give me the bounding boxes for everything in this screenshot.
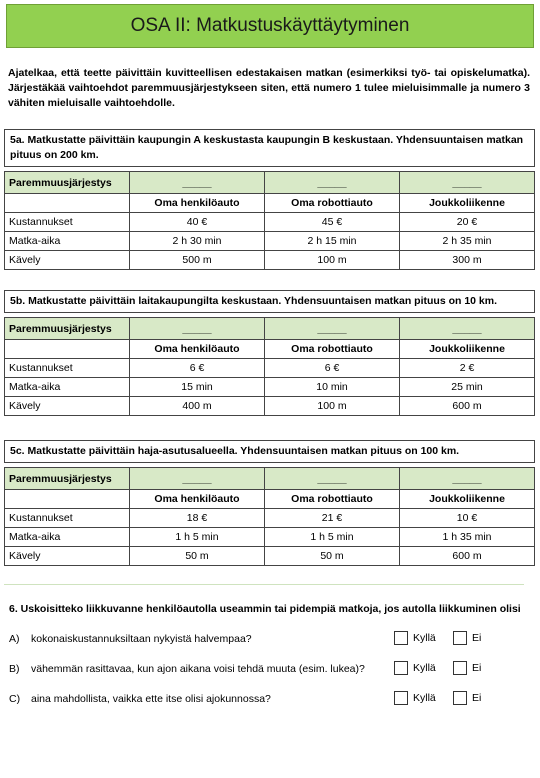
item-text: aina mahdollista, vaikka ette itse olisi ajokunnossa? <box>31 693 271 705</box>
table-5b <box>4 317 535 416</box>
cell: 600 m <box>400 397 535 416</box>
row-label: Matka-aika <box>5 378 130 397</box>
option-header: Oma henkilöauto <box>130 490 265 509</box>
checkbox[interactable] <box>394 631 408 645</box>
table-row <box>5 213 535 232</box>
checkbox[interactable] <box>394 691 408 705</box>
option-header: Joukkoliikenne <box>400 340 535 359</box>
table-row <box>5 547 535 566</box>
cell: 2 h 15 min <box>265 232 400 251</box>
item-letter: B) <box>9 663 20 675</box>
item-letter: A) <box>9 633 20 645</box>
cell: 100 m <box>265 251 400 270</box>
option-header: Oma henkilöauto <box>130 194 265 213</box>
option-header: Joukkoliikenne <box>400 490 535 509</box>
question-5a: 5a. Matkustatte päivittäin kaupungin A keskustasta kaupungin B keskustaan. Yhdensuuntaisen matkan pituus on 200 km. <box>4 129 535 167</box>
table-row <box>5 378 535 397</box>
cell: 1 h 35 min <box>400 528 535 547</box>
section-5a <box>4 129 535 270</box>
question-5b: 5b. Matkustatte päivittäin laitakaupungilta keskustaan. Yhdensuuntaisen matkan pituus on 10 km. <box>4 290 535 313</box>
cell: 10 min <box>265 378 400 397</box>
table-5c <box>4 467 535 566</box>
row-label: Kävely <box>5 251 130 270</box>
checkbox[interactable] <box>453 631 467 645</box>
cell: 45 € <box>265 213 400 232</box>
row-label: Kustannukset <box>5 213 130 232</box>
option-header: Oma robottiauto <box>265 194 400 213</box>
checkbox[interactable] <box>453 661 467 675</box>
page-title: OSA II: Matkustuskäyttäytyminen <box>6 4 534 48</box>
cell: 6 € <box>265 359 400 378</box>
cell: 2 € <box>400 359 535 378</box>
rank-input-oma-robottiauto[interactable]: _____ <box>265 468 400 490</box>
item-text: kokonaiskustannuksiltaan nykyistä halvempaa? <box>31 633 252 645</box>
table-row <box>5 397 535 416</box>
table-row <box>5 232 535 251</box>
cell: 10 € <box>400 509 535 528</box>
q6c-no-option[interactable]: Ei <box>453 691 481 705</box>
item-text: vähemmän rasittavaa, kun ajon aikana voisi tehdä muuta (esim. lukea)? <box>31 663 365 675</box>
cell: 40 € <box>130 213 265 232</box>
option-header: Oma henkilöauto <box>130 340 265 359</box>
cell: 25 min <box>400 378 535 397</box>
table-row <box>5 509 535 528</box>
divider <box>4 584 524 585</box>
q6c-yes-option[interactable]: Kyllä <box>394 691 436 705</box>
cell: 600 m <box>400 547 535 566</box>
row-label: Kävely <box>5 547 130 566</box>
cell: 21 € <box>265 509 400 528</box>
rank-input-oma-henkiloauto[interactable]: _____ <box>130 318 265 340</box>
cell: 1 h 5 min <box>265 528 400 547</box>
question-6b <box>9 663 365 675</box>
cell: 2 h 30 min <box>130 232 265 251</box>
rank-input-oma-robottiauto[interactable]: _____ <box>265 172 400 194</box>
table-row <box>5 528 535 547</box>
cell: 300 m <box>400 251 535 270</box>
row-label: Kävely <box>5 397 130 416</box>
cell: 15 min <box>130 378 265 397</box>
cell: 1 h 5 min <box>130 528 265 547</box>
rank-input-oma-henkiloauto[interactable]: _____ <box>130 172 265 194</box>
table-row <box>5 359 535 378</box>
rank-input-joukkoliikenne[interactable]: _____ <box>400 468 535 490</box>
rank-label: Paremmuusjärjestys <box>5 318 130 340</box>
rank-input-joukkoliikenne[interactable]: _____ <box>400 318 535 340</box>
cell: 20 € <box>400 213 535 232</box>
intro-text: Ajatelkaa, että teette päivittäin kuvitteellisen edestakaisen matkan (esimerkiksi työ- tai opiskelumatka). Järjestäkää vaihtoehdot paremmuusjärjestykseen siten, että numero 1 tulee mieluisimmalle ja numero 3 vähiten mieluisalle vaihtoehdolle. <box>8 67 530 109</box>
checkbox[interactable] <box>453 691 467 705</box>
cell: 18 € <box>130 509 265 528</box>
option-header: Oma robottiauto <box>265 340 400 359</box>
row-label: Matka-aika <box>5 232 130 251</box>
option-header: Oma robottiauto <box>265 490 400 509</box>
rank-input-joukkoliikenne[interactable]: _____ <box>400 172 535 194</box>
rank-input-oma-robottiauto[interactable]: _____ <box>265 318 400 340</box>
rank-label: Paremmuusjärjestys <box>5 172 130 194</box>
table-5a <box>4 171 535 270</box>
q6a-no-option[interactable]: Ei <box>453 631 481 645</box>
row-label: Kustannukset <box>5 359 130 378</box>
checkbox[interactable] <box>394 661 408 675</box>
cell: 100 m <box>265 397 400 416</box>
table-row <box>5 251 535 270</box>
row-label: Kustannukset <box>5 509 130 528</box>
rank-input-oma-henkiloauto[interactable]: _____ <box>130 468 265 490</box>
section-5c <box>4 440 535 566</box>
question-6: 6. Uskoisitteko liikkuvanne henkilöautolla useammin tai pidempiä matkoja, jos autolla liikkuminen olisi <box>9 603 521 615</box>
q6b-yes-option[interactable]: Kyllä <box>394 661 436 675</box>
cell: 6 € <box>130 359 265 378</box>
q6a-yes-option[interactable]: Kyllä <box>394 631 436 645</box>
cell: 50 m <box>130 547 265 566</box>
rank-label: Paremmuusjärjestys <box>5 468 130 490</box>
question-6c <box>9 693 271 705</box>
section-5b <box>4 290 535 416</box>
cell: 400 m <box>130 397 265 416</box>
question-6a <box>9 633 252 645</box>
cell: 2 h 35 min <box>400 232 535 251</box>
q6b-no-option[interactable]: Ei <box>453 661 481 675</box>
option-header: Joukkoliikenne <box>400 194 535 213</box>
item-letter: C) <box>9 693 21 705</box>
question-5c: 5c. Matkustatte päivittäin haja-asutusalueella. Yhdensuuntaisen matkan pituus on 100 km. <box>4 440 535 463</box>
cell: 50 m <box>265 547 400 566</box>
row-label: Matka-aika <box>5 528 130 547</box>
cell: 500 m <box>130 251 265 270</box>
